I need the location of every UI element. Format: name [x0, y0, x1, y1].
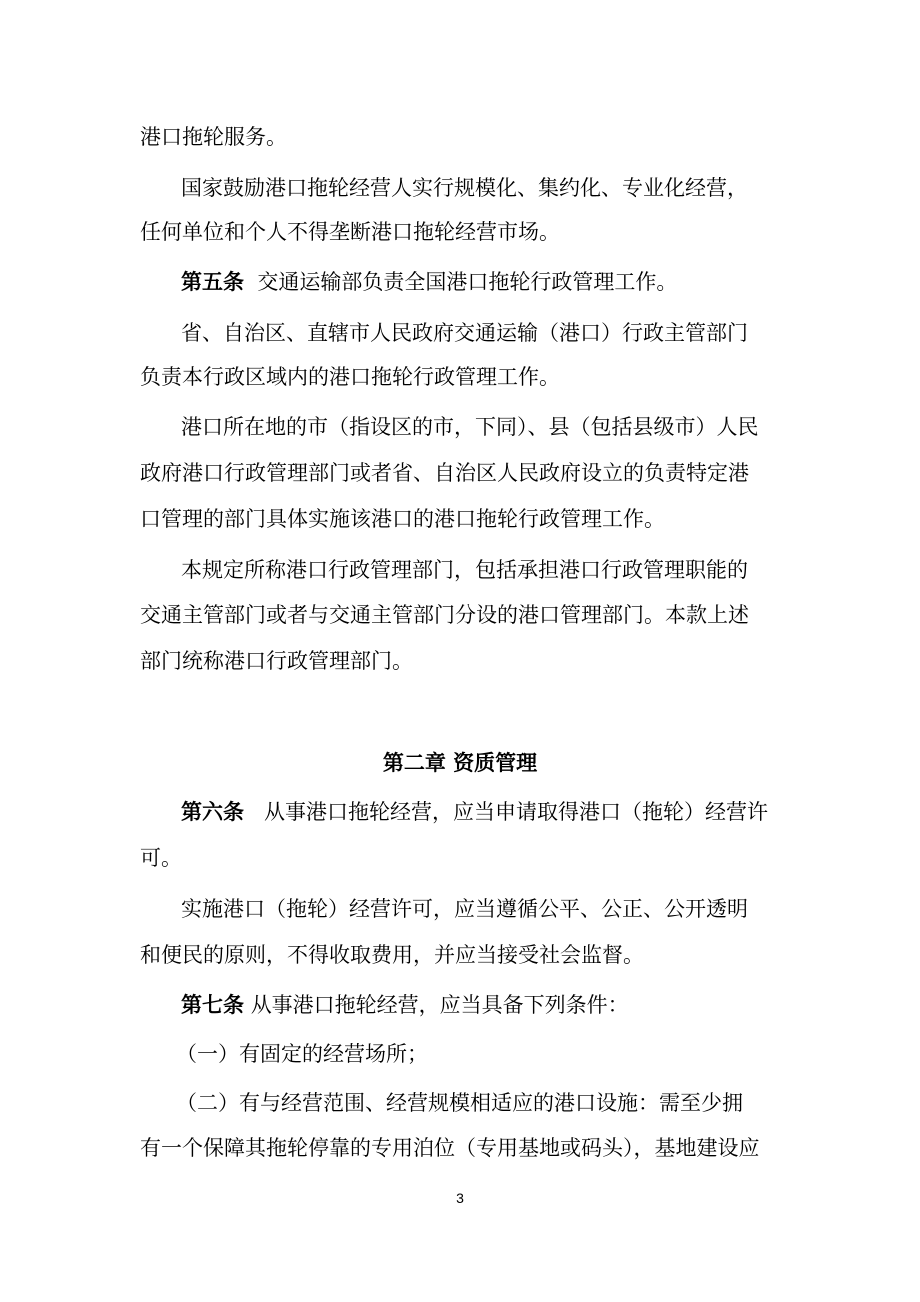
paragraph-line: 可。: [140, 846, 182, 870]
article-6-heading: 第六条: [181, 799, 244, 824]
paragraph-line: 实施港口（拖轮）经营许可，应当遵循公平、公正、公开透明: [181, 897, 748, 921]
paragraph-line: 口管理的部门具体实施该港口的港口拖轮行政管理工作。: [140, 507, 665, 531]
article-5-text: 交通运输部负责全国港口拖轮行政管理工作。: [257, 270, 678, 294]
chapter-title: 第二章 资质管理: [382, 750, 538, 775]
paragraph-line: 政府港口行政管理部门或者省、自治区人民政府设立的负责特定港: [140, 461, 749, 485]
article-7-heading: 第七条: [181, 992, 244, 1017]
paragraph-line: 国家鼓励港口拖轮经营人实行规模化、集约化、专业化经营，: [181, 176, 748, 200]
paragraph-line: 部门统称港口行政管理部门。: [140, 649, 413, 673]
article-6-paragraph: [181, 797, 841, 827]
paragraph-line: 任何单位和个人不得垄断港口拖轮经营市场。: [140, 220, 560, 244]
article-5-paragraph: [181, 267, 841, 297]
article-6-text: 从事港口拖轮经营，应当申请取得港口（拖轮）经营许: [264, 800, 769, 824]
paragraph-line: 有一个保障其拖轮停靠的专用泊位（专用基地或码头），基地建设应: [140, 1136, 760, 1160]
page-number: 3: [456, 1190, 464, 1206]
article-7-text: 从事港口拖轮经营，应当具备下列条件：: [250, 993, 629, 1017]
paragraph-line: 和便民的原则，不得收取费用，并应当接受社会监督。: [140, 943, 644, 967]
article-5-heading: 第五条: [181, 269, 244, 294]
paragraph-line: 省、自治区、直辖市人民政府交通运输（港口）行政主管部门: [181, 321, 748, 345]
paragraph-line: 负责本行政区域内的港口拖轮行政管理工作。: [140, 365, 560, 389]
paragraph-line: 交通主管部门或者与交通主管部门分设的港口管理部门。本款上述: [140, 603, 749, 627]
article-7-paragraph: [181, 990, 841, 1020]
list-item: （二）有与经营范围、经营规模相适应的港口设施：需至少拥: [176, 1091, 743, 1115]
paragraph-line: 港口拖轮服务。: [140, 125, 287, 149]
paragraph-line: 本规定所称港口行政管理部门，包括承担港口行政管理职能的: [181, 558, 748, 582]
paragraph-line: 港口所在地的市（指设区的市，下同）、县（包括县级市）人民: [181, 415, 759, 439]
list-item: （一）有固定的经营场所；: [176, 1042, 428, 1066]
